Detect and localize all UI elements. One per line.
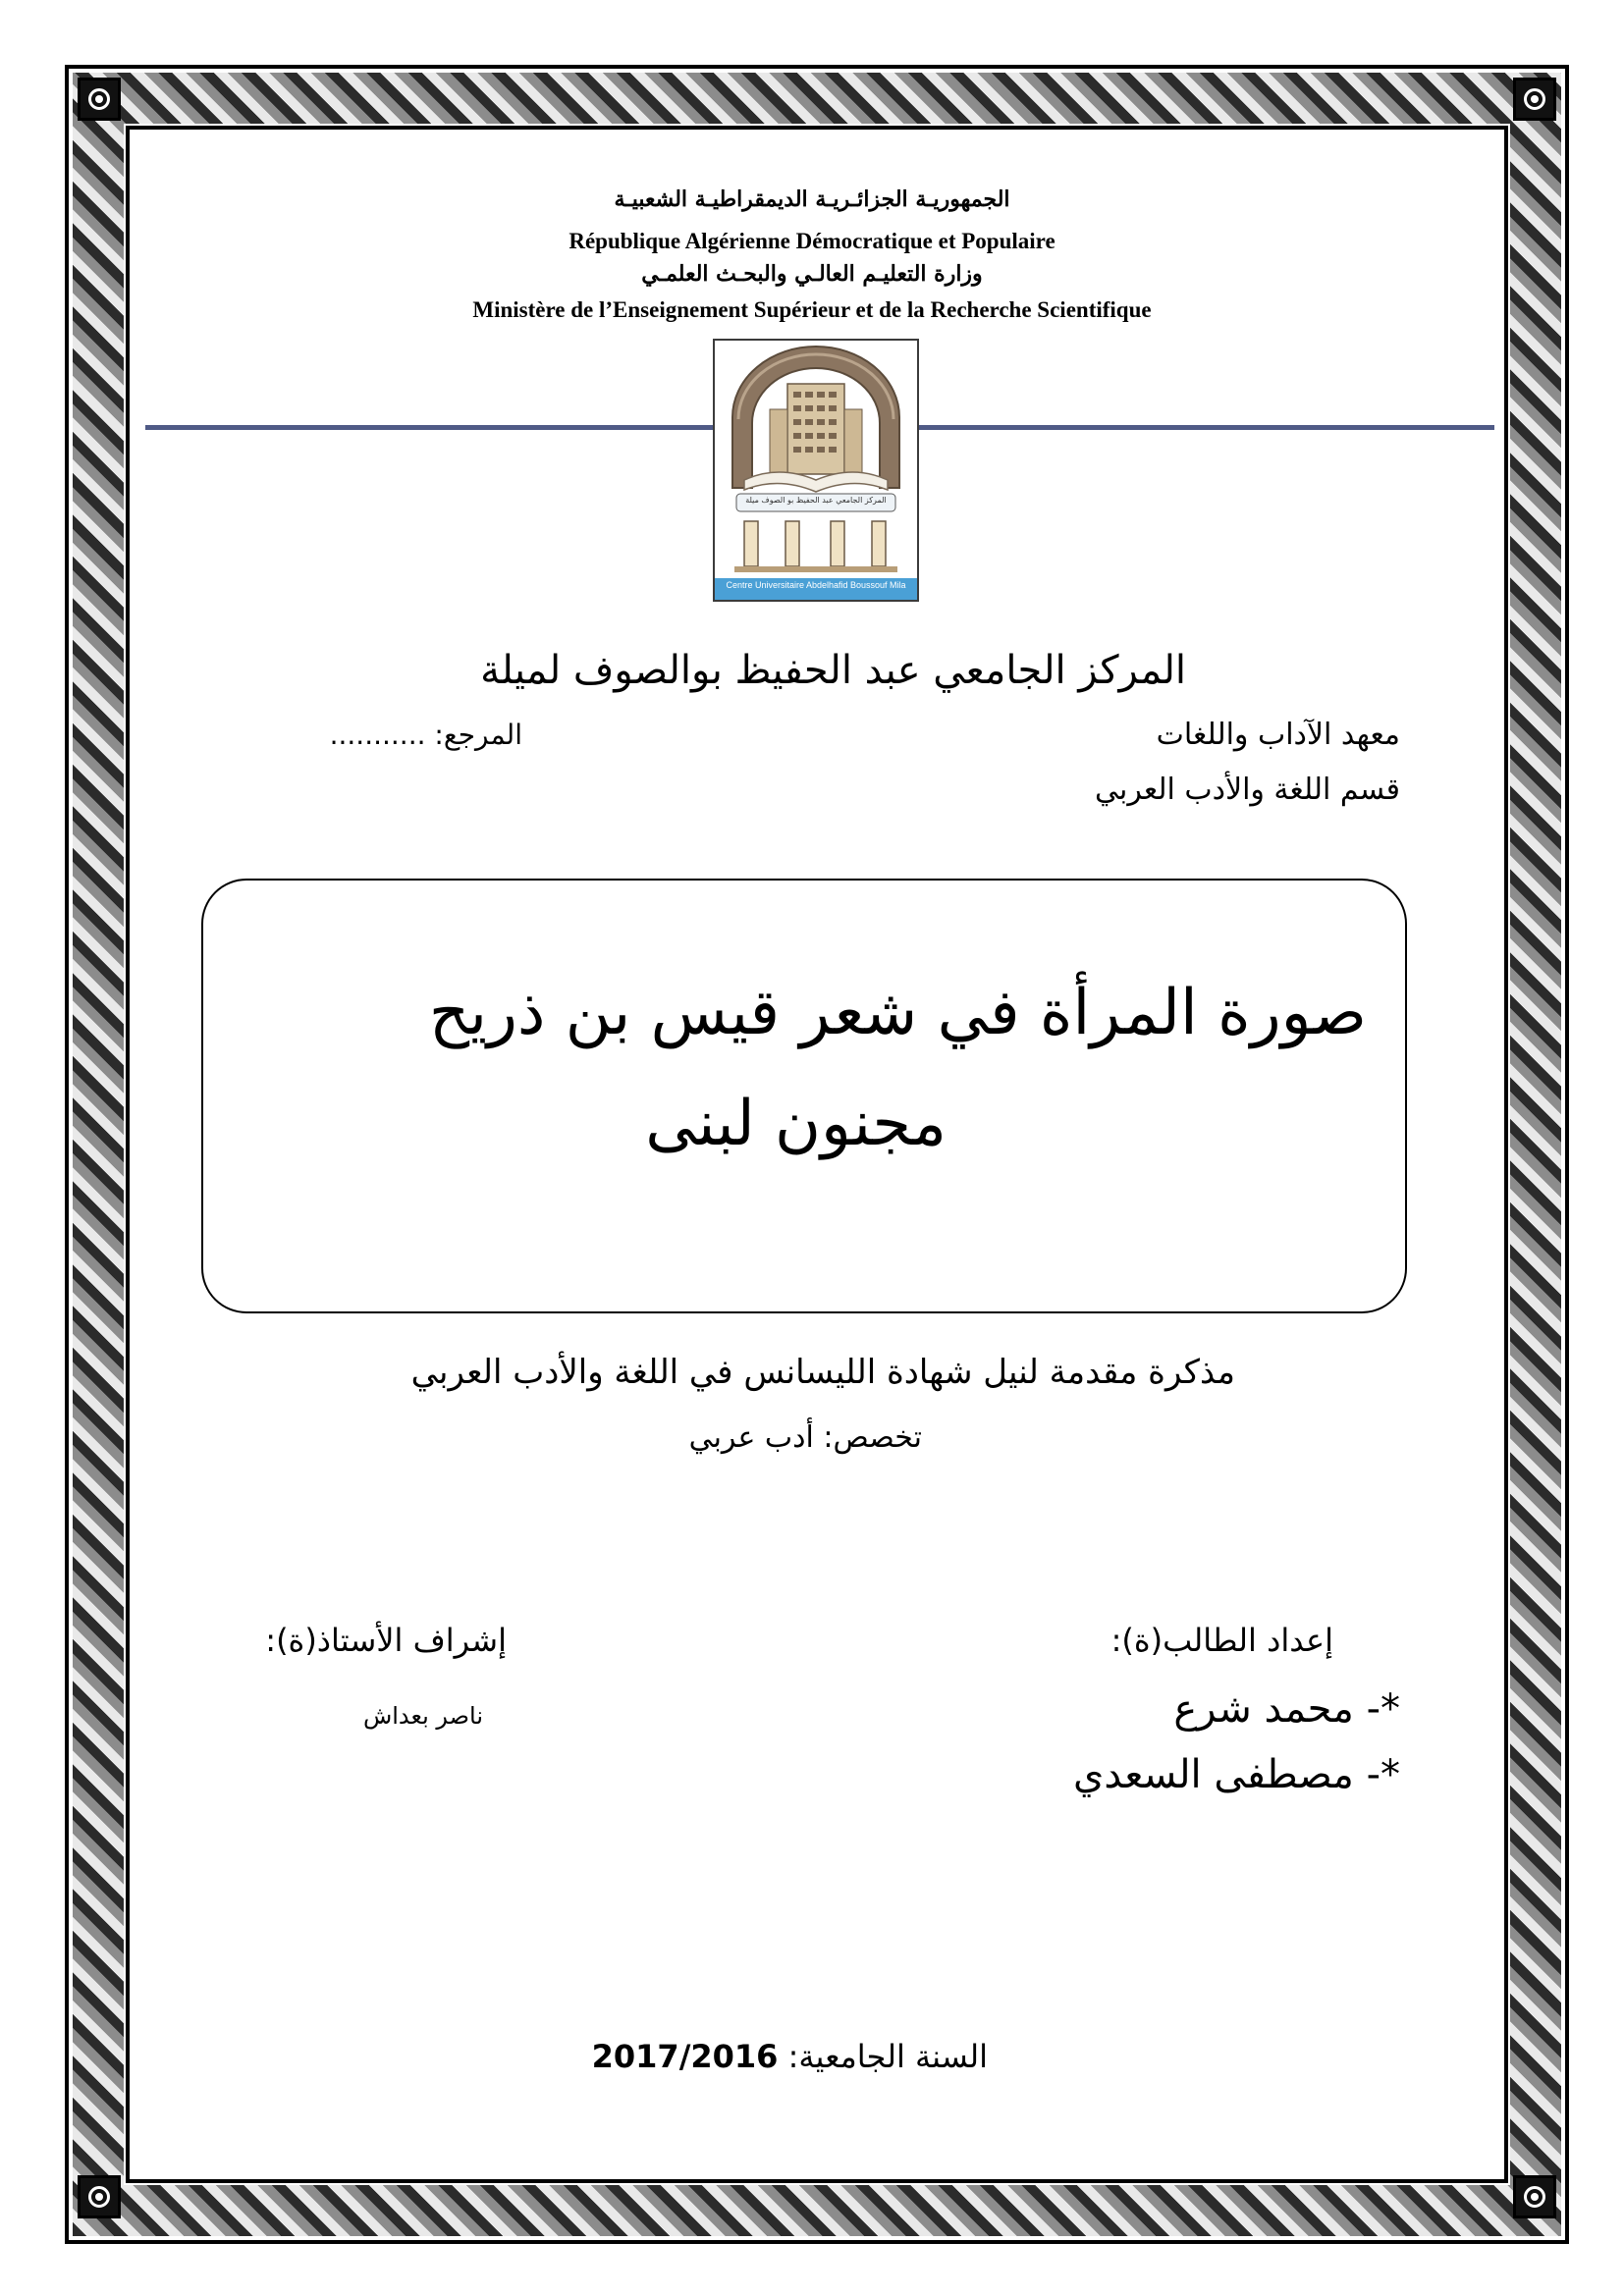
student-name: *- مصطفى السعدي [1073,1752,1400,1797]
degree-note: مذكرة مقدمة لنيل شهادة الليسانس في اللغة والأدب العربي [410,1353,1235,1392]
header-rule-right [919,425,1494,430]
specialty: تخصص: أدب عربي [688,1420,922,1455]
academic-year-label: السنة الجامعية: [787,2038,988,2075]
corner-ornament-icon [78,2175,121,2218]
ministry-french: Ministère de l’Enseignement Supérieur et de la Recherche Scientifique [472,297,1152,322]
supervisor-label: إشراف الأستاذ(ة): [265,1622,507,1659]
ministry-arabic: وزارة التعليـم العالـي والبحـث العلمـي [641,261,983,287]
institute-name: معهد الآداب واللغات [1156,718,1400,752]
supervisor-name: ناصر بعداش [362,1702,483,1730]
reference-field: المرجع: ........... [329,719,522,751]
republic-arabic: الجمهوريـة الجزائـريـة الديمقراطيـة الشعبيـة [614,187,1010,212]
logo-caption: Centre Universitaire Abdelhafid Boussouf Mila [726,580,906,590]
header-rule-left [145,425,713,430]
corner-ornament-icon [1513,2175,1556,2218]
department-name: قسم اللغة والأدب العربي [1094,773,1400,807]
thesis-title-line2: مجنون لبنى [645,1088,947,1160]
academic-year [592,2038,988,2075]
university-name: المركز الجامعي عبد الحفيظ بوالصوف لميلة [480,648,1186,693]
corner-ornament-icon [1513,78,1556,121]
student-name: *- محمد شرع [1173,1686,1400,1732]
academic-year-value: 2017/2016 [591,2038,779,2075]
prepared-by-label: إعداد الطالب(ة): [1110,1622,1333,1659]
republic-french: République Algérienne Démocratique et Populaire [568,229,1056,253]
corner-ornament-icon [78,78,121,121]
thesis-title-line1: صورة المرأة في شعر قيس بن ذريح [428,977,1367,1049]
logo-ribbon-text: المركز الجامعي عبد الحفيظ بو الصوف ميلة [745,496,887,505]
university-logo [713,339,919,602]
